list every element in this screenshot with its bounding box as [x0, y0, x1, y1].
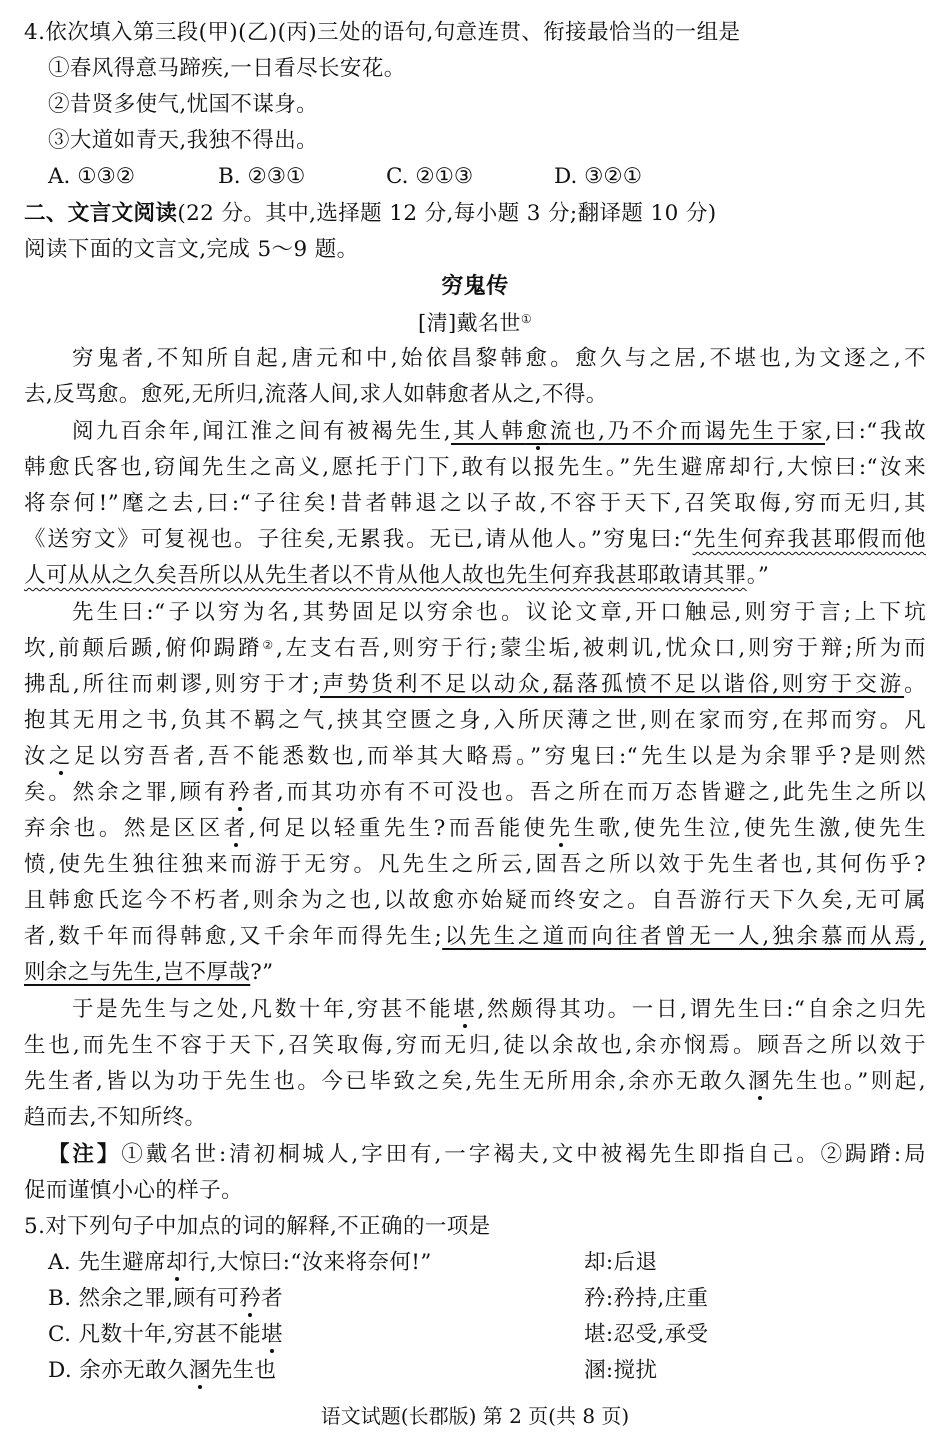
option-text: D. 余亦无敢久: [48, 1358, 189, 1383]
passage-text: 生歌,使先生泣,使先生激,使先生: [573, 816, 927, 841]
passage-text: ,何足以轻重先生?而吾能使: [248, 816, 549, 841]
passage-line: [24, 634, 926, 664]
passage-line: [24, 561, 926, 591]
option-text: 先生也: [210, 1358, 277, 1383]
notes-label: 【注】: [48, 1142, 122, 1167]
passage-text: 拂乱,所往而刺谬,则穷于才;: [24, 672, 320, 697]
passage-text: 足以穷吾者,吾不能悉数也,而举其大略焉。”穷鬼曰:“先生以是为余罪乎?是则然: [73, 744, 927, 769]
passage-text: 先生者,皆以为功于先生也。今已毕致之矣,先生无所用余,余亦无敢久: [24, 1069, 749, 1094]
passage-text: ,左支右吾,则穷于行;蒙尘垢,被刺讥,忧众口,则穷于辩;所为而: [275, 636, 926, 661]
passage-text: ?”: [250, 960, 274, 985]
passage-line: 趋而去,不知所终。: [24, 1105, 207, 1130]
option-text: 行,大惊曰:“汝来将奈何!”: [187, 1250, 432, 1275]
option-text: 者: [261, 1286, 284, 1311]
q5-option-b: [48, 1284, 283, 1314]
passage-text: 阅九百余年,闻江淮之间有被褐先生,: [72, 419, 451, 444]
passage-line: [24, 814, 926, 844]
dotted-char: 之: [48, 744, 74, 769]
passage-line: [24, 742, 926, 772]
passage-line: 且韩愈氏迄今不朽者,则余为之也,以故愈亦始疑而终安之。自吾游行天下久矣,无可属: [24, 888, 926, 913]
passage-line: 去,反骂愈。愈死,无所归,流落人间,求人如韩愈者从之,不得。: [24, 382, 608, 407]
passage-line: [24, 1067, 926, 1097]
passage-line: 将奈何!”麾之去,曰:“子往矣!昔者韩退之以子故,不容于天下,召笑取侮,穷而无归,其: [24, 491, 926, 516]
dotted-char: 堪: [453, 997, 478, 1022]
passage-line: 穷鬼者,不知所自起,唐元和中,始依昌黎韩愈。愈久与之居,不堪也,为文逐之,不: [72, 346, 926, 371]
passage-text: 其人韩: [450, 419, 526, 444]
passage-line: 愤,使先生独往独来而游于无穷。凡先生之所云,固吾之所以效于先生者也,其何伤乎?: [24, 852, 926, 877]
q4-sentence-3: ③大道如青天,我独不得出。: [48, 128, 319, 153]
passage-line: [24, 922, 926, 952]
passage-line: [72, 995, 926, 1025]
option-text: C. 凡数十年,穷甚不能: [48, 1322, 261, 1347]
passage-author: [0, 308, 950, 338]
q5-option-c: [48, 1320, 283, 1350]
section-score: (22 分。其中,选择题 12 分,每小题 3 分;翻译题 10 分): [177, 201, 717, 226]
passage-line: 先生曰:“子以穷为名,其势固足以穷余也。议论文章,开口触忌,则穷于言;上下坑: [72, 600, 926, 625]
passage-text: 《送穷文》可复视也。子往矣,无累我。无已,请从他人。”穷鬼曰:“: [24, 527, 693, 552]
notes-line: [48, 1140, 926, 1170]
passage-text: 者,而其功亦有不可没也。吾之所在而万态皆避之,此先生之所以: [252, 780, 926, 805]
passage-text: 矣。然余之罪,顾有: [24, 780, 229, 805]
passage-line: [24, 778, 926, 808]
page-footer: 语文试题(长郡版) 第 2 页(共 8 页): [320, 1404, 630, 1428]
section-heading: [24, 199, 717, 229]
footnote-mark: ②: [262, 638, 276, 652]
dotted-char: 溷: [188, 1358, 211, 1383]
option-text: A. 先生避席: [48, 1250, 166, 1275]
author-footnote-mark: ①: [520, 312, 532, 326]
q5-option-c-explanation: 堪:忍受,承受: [584, 1322, 709, 1347]
passage-title: 穷鬼传: [441, 273, 509, 299]
passage-line: [24, 525, 926, 555]
passage-text: ,曰:“我故: [825, 419, 926, 444]
option-text: B. 然余之罪,顾有可: [48, 1286, 240, 1311]
passage-text: 流也,乃不介而谒先生于家: [549, 419, 826, 444]
q5-option-a: [48, 1248, 432, 1278]
passage-text: 。”: [746, 563, 770, 588]
dotted-char: 矜: [228, 780, 253, 805]
q4-option-b: B. ②③①: [218, 164, 306, 189]
q5-option-d: [48, 1356, 276, 1386]
passage-text: 于是先生与之处,凡数十年,穷甚不能: [72, 997, 454, 1022]
underlined-phrase: [451, 419, 825, 444]
q4-option-a: A. ①③②: [48, 164, 136, 189]
passage-text: 先生也。”则起,: [772, 1069, 927, 1094]
underlined-phrase: 声势货利不足以动众,磊落孤愤不足以谐俗,则穷于交游: [319, 672, 905, 697]
q5-option-b-explanation: 矜:矜持,庄重: [584, 1286, 709, 1311]
section-instruction: 阅读下面的文言文,完成 5～9 题。: [24, 237, 359, 262]
dotted-char: 堪: [261, 1322, 283, 1347]
passage-line: 抱其无用之书,负其不羁之气,挟其空匮之身,入所厌薄之世,则在家而穷,在邦而穷。凡: [24, 708, 926, 733]
passage-line: 韩愈氏客也,窃闻先生之高义,愿托于门下,敢有以报先生。”先生避席却行,大惊曰:“汝来: [24, 455, 926, 480]
passage-text: 弃余也。然是区区: [24, 816, 224, 841]
q4-sentence-2: ②昔贤多使气,忧国不谋身。: [48, 92, 319, 117]
notes-line: 促而谨慎小心的样子。: [24, 1178, 244, 1203]
notes-text: ①戴名世:清初桐城人,字田有,一字褐夫,文中被褐先生即指自己。②跼蹐:局: [121, 1142, 926, 1167]
q5-stem: 5.对下列句子中加点的词的解释,不正确的一项是: [24, 1214, 491, 1239]
passage-line: [24, 670, 926, 700]
q4-stem: 4.依次填入第三段(甲)(乙)(丙)三处的语句,句意连贯、衔接最恰当的一组是: [24, 20, 741, 45]
dotted-char: 却: [166, 1250, 188, 1275]
dotted-char: 矜: [239, 1286, 262, 1311]
passage-line: [24, 958, 926, 988]
dotted-char: 愈: [525, 419, 550, 444]
dotted-char: 溷: [748, 1069, 773, 1094]
author-name: [清]戴名世: [418, 311, 521, 335]
passage-text: 者,数千年而得韩愈,又千余年而得先生;: [24, 924, 443, 949]
passage-text: 坎,前颠后踬,俯仰跼蹐: [24, 636, 263, 661]
passage-text: ,然颇得其功。一日,谓先生曰:“自余之归先: [477, 997, 926, 1022]
passage-line: [72, 417, 926, 447]
q5-option-a-explanation: 却:后退: [584, 1250, 658, 1275]
q5-option-d-explanation: 溷:搅扰: [584, 1358, 658, 1383]
passage-line: 生也,而先生不容于天下,召笑取侮,穷而无归,徒以余故也,余亦悯焉。顾吾之所以效于: [24, 1033, 926, 1058]
q4-option-d: D. ③②①: [554, 164, 642, 189]
passage-text: 汝: [24, 744, 49, 769]
passage-text: 。: [904, 672, 926, 697]
q4-sentence-1: ①春风得意马蹄疾,一日看尽长安花。: [48, 56, 406, 81]
underlined-phrase: 则余之与先生,岂不厚哉: [24, 960, 251, 985]
wavy-underlined-text: 人可从从之久矣吾所以从先生者以不肯从他人故也先生何弃我甚耶敢请其罪: [24, 563, 747, 588]
dotted-char: 者: [223, 816, 249, 841]
wavy-underlined-text: 先生何弃我甚耶假而他: [692, 527, 926, 552]
q4-option-c: C. ②①③: [386, 164, 474, 189]
dotted-char: 先: [548, 816, 574, 841]
section-title: 二、文言文阅读: [24, 201, 178, 226]
underlined-phrase: 以先生之道而向往者曾无一人,独余慕而从焉,: [442, 924, 926, 949]
